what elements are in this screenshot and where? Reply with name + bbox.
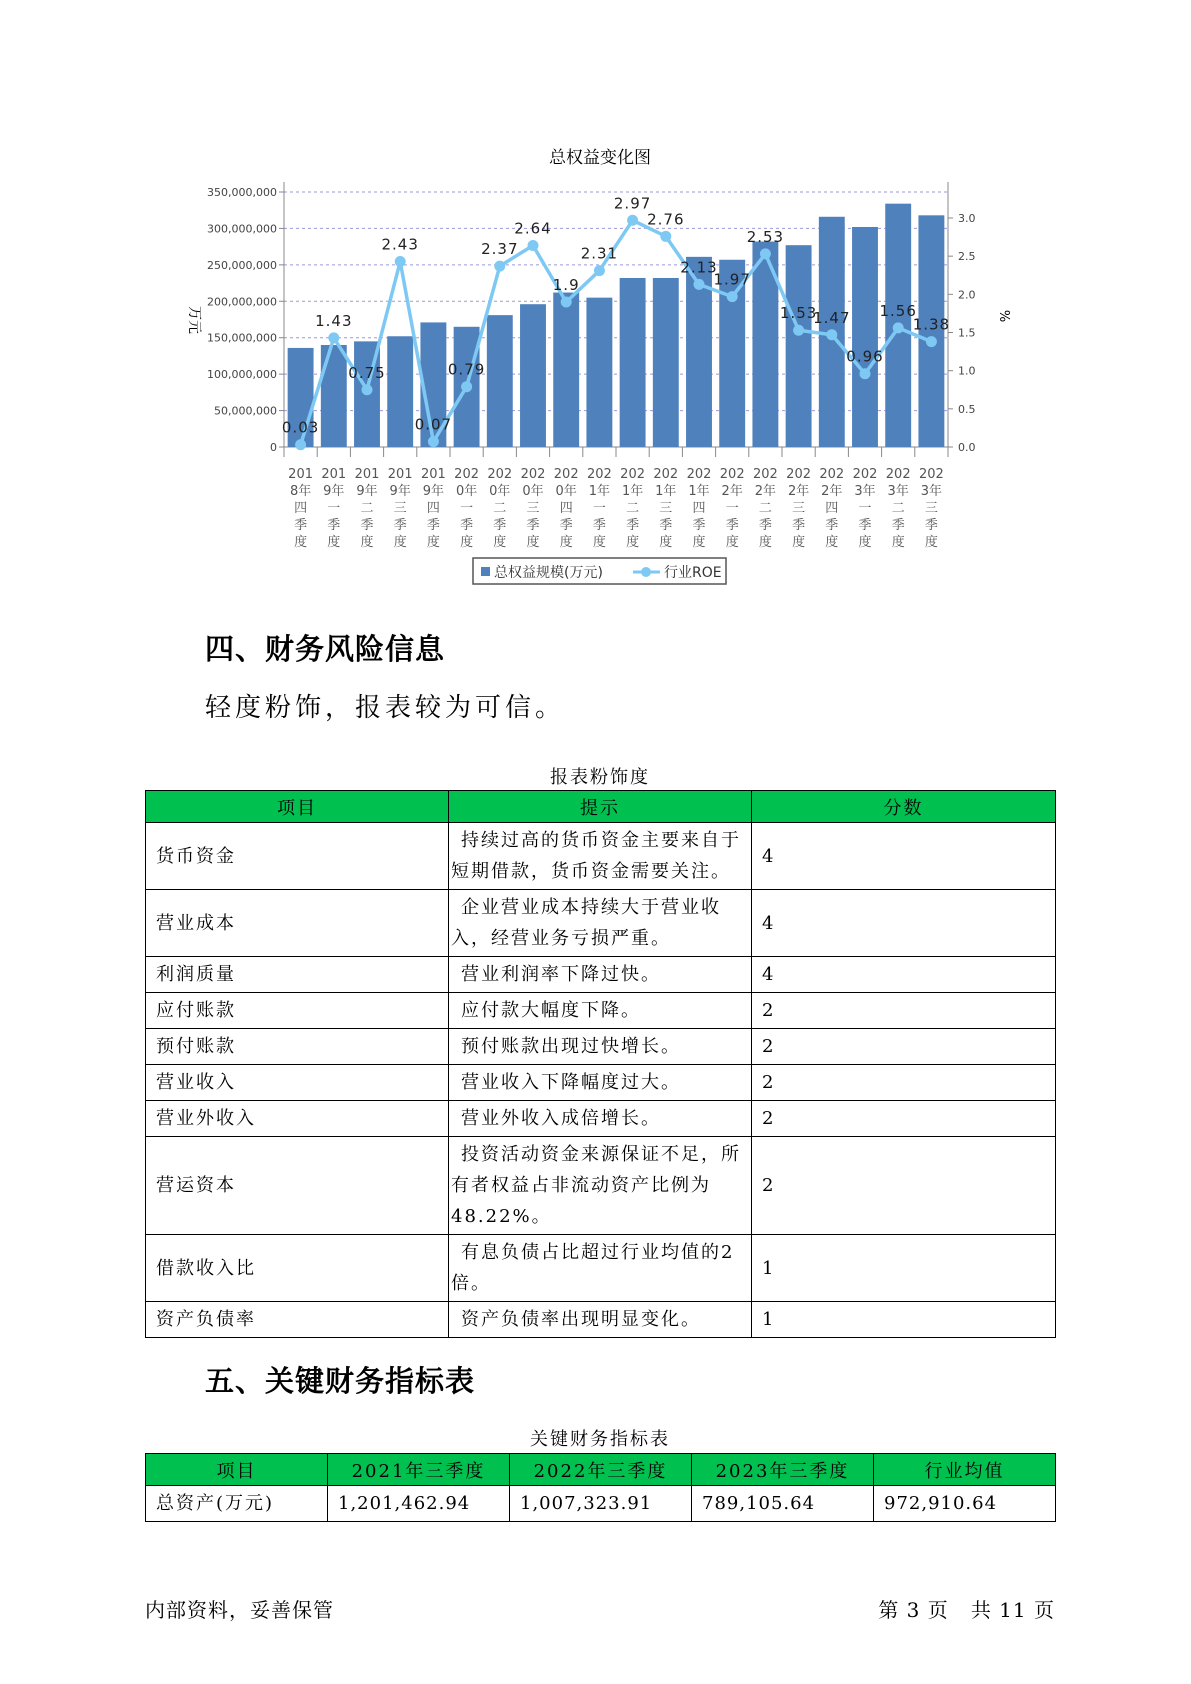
x-tick-label: 四 — [294, 501, 308, 516]
footer-page-number: 第 3 页 共 11 页 — [878, 1598, 1055, 1622]
x-tick-label: 季 — [792, 518, 806, 533]
roe-data-label: 1.53 — [779, 304, 818, 323]
x-tick-label: 201 — [354, 467, 380, 482]
table-row — [146, 1029, 1056, 1065]
table-row — [146, 957, 1056, 993]
cell-item: 营业成本 — [146, 890, 449, 957]
x-tick-label: 季 — [294, 518, 308, 533]
x-tick-label: 2年 — [787, 484, 810, 499]
cell-score: 2 — [752, 1029, 1056, 1065]
x-tick-label: 202 — [586, 467, 612, 482]
cell-item: 借款收入比 — [146, 1235, 449, 1302]
y-left-tick-label: 200,000,000 — [207, 295, 277, 309]
y-left-tick-label: 50,000,000 — [214, 404, 277, 418]
table-header-row — [146, 791, 1056, 823]
x-tick-label: 季 — [460, 518, 474, 533]
table-row — [146, 1101, 1056, 1137]
x-tick-label: 二 — [493, 501, 507, 516]
x-tick-label: 度 — [493, 535, 507, 550]
cell-item: 货币资金 — [146, 823, 449, 890]
bar-2021年一季度 — [586, 298, 612, 447]
x-tick-label: 季 — [626, 518, 640, 533]
key-indicator-table — [145, 1453, 1056, 1522]
cell-tip — [449, 1029, 752, 1065]
x-tick-label: 二 — [758, 501, 772, 516]
roe-point-2020年二季度 — [494, 261, 505, 272]
roe-point-2019年一季度 — [328, 332, 339, 343]
roe-data-label: 2.97 — [613, 194, 652, 213]
x-tick-label: 0年 — [455, 484, 478, 499]
roe-data-label: 2.31 — [580, 244, 619, 263]
roe-point-2020年一季度 — [461, 381, 472, 392]
cell-tip — [449, 957, 752, 993]
bar-2019年三季度 — [387, 336, 413, 447]
roe-data-label: 1.56 — [879, 301, 917, 320]
cell-score: 2 — [752, 1101, 1056, 1137]
roe-point-2022年二季度 — [760, 248, 771, 259]
tip-text: 投资活动资金来源保证不足，所有者权益占非流动资产比例为48.22%。 — [451, 1144, 741, 1227]
roe-data-label: 0.96 — [846, 347, 884, 366]
roe-data-label: 0.07 — [414, 415, 453, 434]
x-tick-label: 3年 — [887, 484, 909, 499]
roe-data-label: 2.76 — [647, 210, 685, 229]
bar-2019年一季度 — [321, 345, 347, 447]
header-industry-avg: 行业均值 — [874, 1454, 1056, 1486]
x-tick-label: 一 — [460, 501, 474, 516]
x-axis-tick-labels — [288, 467, 944, 550]
roe-data-label: 0.79 — [447, 360, 486, 379]
tip-text: 持续过高的货币资金主要来自于短期借款，货币资金需要关注。 — [451, 830, 741, 882]
x-tick-label: 202 — [454, 467, 480, 482]
bar-2021年二季度 — [620, 278, 646, 447]
chart-title: 总权益变化图 — [549, 148, 651, 168]
bar-2022年三季度 — [786, 245, 812, 447]
x-tick-label: 9年 — [323, 484, 345, 499]
cell-2023q3: 789,105.64 — [692, 1486, 874, 1522]
roe-point-2022年三季度 — [793, 325, 804, 336]
section5-heading: 五、关键财务指标表 — [205, 1364, 476, 1398]
x-tick-label: 201 — [288, 467, 314, 482]
x-tick-label: 度 — [592, 535, 606, 550]
roe-point-2023年三季度 — [926, 336, 937, 347]
whitewash-table-body — [146, 823, 1056, 1338]
x-tick-label: 三 — [526, 501, 540, 516]
cell-score: 1 — [752, 1302, 1056, 1338]
x-tick-label: 度 — [858, 535, 872, 550]
x-tick-label: 一 — [327, 501, 341, 516]
roe-data-label: 1.43 — [315, 311, 353, 330]
roe-point-2020年三季度 — [528, 240, 539, 251]
x-tick-label: 一 — [858, 501, 872, 516]
total-equity-chart — [0, 0, 1191, 600]
x-tick-label: 四 — [426, 501, 440, 516]
tip-text: 营业利润率下降过快。 — [461, 964, 661, 985]
y-left-tick-label: 100,000,000 — [207, 368, 277, 382]
cell-score: 2 — [752, 1137, 1056, 1235]
x-tick-label: 季 — [758, 518, 772, 533]
x-tick-label: 202 — [719, 467, 745, 482]
y-right-tick-label: 0.5 — [958, 402, 976, 416]
x-tick-label: 202 — [653, 467, 679, 482]
x-tick-label: 季 — [825, 518, 839, 533]
tip-text: 企业营业成本持续大于营业收入，经营业务亏损严重。 — [451, 897, 721, 949]
x-tick-label: 度 — [460, 535, 474, 550]
cell-tip — [449, 1101, 752, 1137]
legend-bar-label: 总权益规模(万元) — [494, 565, 603, 581]
cell-item: 利润质量 — [146, 957, 449, 993]
cell-tip — [449, 823, 752, 890]
cell-tip — [449, 1137, 752, 1235]
cell-score: 4 — [752, 823, 1056, 890]
bar-2023年一季度 — [852, 227, 878, 447]
x-tick-label: 季 — [659, 518, 673, 533]
roe-point-2019年四季度 — [428, 436, 439, 447]
x-tick-label: 季 — [891, 518, 905, 533]
x-tick-label: 季 — [493, 518, 507, 533]
roe-data-label: 2.37 — [481, 240, 519, 259]
roe-point-2021年二季度 — [627, 215, 638, 226]
x-tick-label: 202 — [520, 467, 546, 482]
table-row — [146, 1486, 1056, 1522]
x-tick-label: 度 — [327, 535, 341, 550]
cell-score: 4 — [752, 957, 1056, 993]
tip-text: 资产负债率出现明显变化。 — [461, 1309, 701, 1330]
roe-point-2023年二季度 — [893, 322, 904, 333]
header-item: 项目 — [146, 1454, 328, 1486]
x-tick-label: 三 — [659, 501, 673, 516]
cell-score: 2 — [752, 993, 1056, 1029]
x-tick-label: 3年 — [920, 484, 943, 499]
x-tick-label: 季 — [526, 518, 540, 533]
x-tick-label: 0年 — [522, 484, 544, 499]
table-header-row — [146, 1454, 1056, 1486]
x-tick-label: 202 — [686, 467, 712, 482]
x-tick-label: 季 — [692, 518, 706, 533]
y-right-tick-label: 1.5 — [958, 326, 976, 340]
roe-data-label: 1.47 — [813, 308, 851, 327]
x-tick-label: 季 — [426, 518, 440, 533]
x-tick-label: 度 — [659, 535, 673, 550]
header-2023q3: 2023年三季度 — [692, 1454, 874, 1486]
roe-point-2018年四季度 — [295, 439, 306, 450]
roe-point-2022年四季度 — [826, 329, 837, 340]
bar-2020年三季度 — [520, 304, 546, 447]
roe-data-label: 2.43 — [381, 235, 419, 254]
x-tick-label: 202 — [620, 467, 646, 482]
x-tick-label: 202 — [786, 467, 812, 482]
table-row — [146, 1235, 1056, 1302]
cell-item: 营业收入 — [146, 1065, 449, 1101]
legend-line-marker — [641, 567, 651, 577]
x-tick-label: 季 — [559, 518, 573, 533]
legend-bar-swatch — [481, 567, 490, 576]
table-row — [146, 890, 1056, 957]
cell-tip — [449, 993, 752, 1029]
x-tick-label: 度 — [526, 535, 540, 550]
y-left-tick-label: 150,000,000 — [207, 331, 277, 345]
y-right-tick-label: 2.0 — [958, 288, 976, 302]
cell-score: 4 — [752, 890, 1056, 957]
table-row — [146, 823, 1056, 890]
roe-point-2021年四季度 — [694, 279, 705, 290]
x-tick-label: 三 — [393, 501, 407, 516]
cell-item: 营业外收入 — [146, 1101, 449, 1137]
x-tick-label: 三 — [792, 501, 806, 516]
header-2022q3: 2022年三季度 — [510, 1454, 692, 1486]
x-tick-label: 1年 — [588, 484, 611, 499]
tip-text: 营业外收入成倍增长。 — [461, 1108, 661, 1129]
x-tick-label: 度 — [360, 535, 374, 550]
cell-item: 总资产(万元) — [146, 1486, 328, 1522]
whitewash-table-caption: 报表粉饰度 — [550, 767, 650, 788]
x-tick-label: 季 — [725, 518, 739, 533]
legend-line-label: 行业ROE — [664, 565, 722, 581]
chart-legend — [473, 558, 726, 584]
roe-point-2019年三季度 — [395, 256, 406, 267]
roe-data-label: 0.75 — [348, 363, 386, 382]
y-left-tick-label: 350,000,000 — [207, 186, 277, 199]
cell-tip — [449, 1302, 752, 1338]
roe-data-label: 0.03 — [281, 418, 320, 437]
x-tick-label: 度 — [725, 535, 739, 550]
x-tick-label: 度 — [559, 535, 573, 550]
x-tick-label: 度 — [692, 535, 706, 550]
table-row — [146, 1065, 1056, 1101]
x-tick-label: 季 — [327, 518, 341, 533]
x-tick-label: 202 — [487, 467, 513, 482]
cell-tip — [449, 1235, 752, 1302]
x-tick-label: 季 — [592, 518, 606, 533]
x-tick-label: 2年 — [821, 484, 843, 499]
x-tick-label: 度 — [792, 535, 806, 550]
x-tick-label: 201 — [321, 467, 347, 482]
cell-score: 1 — [752, 1235, 1056, 1302]
x-tick-label: 9年 — [389, 484, 411, 499]
x-tick-label: 四 — [559, 501, 573, 516]
y-left-tick-label: 250,000,000 — [207, 258, 277, 272]
x-tick-label: 度 — [924, 535, 938, 550]
header-score: 分数 — [752, 791, 1056, 823]
cell-item: 应付账款 — [146, 993, 449, 1029]
footer-confidential-note: 内部资料，妥善保管 — [145, 1598, 334, 1622]
cell-item: 资产负债率 — [146, 1302, 449, 1338]
x-tick-label: 度 — [825, 535, 839, 550]
bar-2020年四季度 — [553, 293, 579, 447]
x-tick-label: 季 — [393, 518, 407, 533]
y-right-tick-label: 0.0 — [958, 441, 976, 454]
roe-point-2021年一季度 — [594, 265, 605, 276]
x-tick-label: 二 — [891, 501, 905, 516]
x-tick-label: 3年 — [854, 484, 876, 499]
x-tick-label: 2年 — [721, 484, 743, 499]
header-2021q3: 2021年三季度 — [328, 1454, 510, 1486]
x-tick-label: 9年 — [356, 484, 378, 499]
table-row — [146, 1137, 1056, 1235]
y-right-tick-label: 1.0 — [958, 364, 976, 378]
roe-data-label: 1.9 — [552, 275, 580, 294]
cell-2022q3: 1,007,323.91 — [510, 1486, 692, 1522]
roe-point-2021年三季度 — [660, 231, 671, 242]
roe-point-2019年二季度 — [362, 384, 373, 395]
bar-2020年二季度 — [487, 315, 513, 447]
cell-item: 预付账款 — [146, 1029, 449, 1065]
tip-text: 营业收入下降幅度过大。 — [461, 1072, 681, 1093]
x-tick-label: 度 — [758, 535, 772, 550]
x-tick-label: 1年 — [655, 484, 677, 499]
header-item: 项目 — [146, 791, 449, 823]
x-tick-label: 201 — [420, 467, 446, 482]
cell-tip — [449, 1065, 752, 1101]
y-right-tick-label: 2.5 — [958, 250, 976, 264]
x-tick-label: 0年 — [489, 484, 511, 499]
x-tick-label: 度 — [294, 535, 308, 550]
x-tick-label: 度 — [626, 535, 640, 550]
x-tick-label: 202 — [752, 467, 778, 482]
tip-text: 有息负债占比超过行业均值的2倍。 — [451, 1242, 735, 1294]
roe-data-label: 2.53 — [746, 227, 785, 246]
table-row — [146, 993, 1056, 1029]
x-tick-label: 2年 — [754, 484, 777, 499]
x-tick-label: 202 — [885, 467, 911, 482]
cell-score: 2 — [752, 1065, 1056, 1101]
section4-heading: 四、财务风险信息 — [205, 632, 446, 666]
x-tick-label: 202 — [819, 467, 845, 482]
roe-point-2023年一季度 — [860, 368, 871, 379]
x-tick-label: 季 — [858, 518, 872, 533]
x-tick-label: 202 — [852, 467, 878, 482]
roe-data-label: 1.38 — [912, 315, 951, 334]
bar-2021年三季度 — [653, 278, 679, 447]
whitewash-table — [145, 790, 1056, 1338]
cell-tip — [449, 890, 752, 957]
roe-data-label: 2.13 — [680, 258, 718, 277]
cell-industry-avg: 972,910.64 — [874, 1486, 1056, 1522]
roe-data-label: 1.97 — [713, 270, 751, 289]
x-tick-label: 202 — [553, 467, 579, 482]
table-row — [146, 1302, 1056, 1338]
tip-text: 预付账款出现过快增长。 — [461, 1036, 681, 1057]
y-axis-right-label: % — [996, 309, 1011, 323]
y-axis-left-label: 万元 — [186, 306, 202, 334]
roe-point-2022年一季度 — [727, 291, 738, 302]
x-tick-label: 9年 — [422, 484, 445, 499]
header-tip: 提示 — [449, 791, 752, 823]
x-tick-label: 1年 — [688, 484, 710, 499]
x-tick-label: 201 — [387, 467, 413, 482]
x-tick-label: 四 — [825, 501, 839, 516]
x-tick-label: 202 — [918, 467, 944, 482]
roe-point-2020年四季度 — [561, 296, 572, 307]
x-tick-label: 度 — [393, 535, 407, 550]
x-tick-label: 二 — [626, 501, 640, 516]
x-tick-label: 二 — [360, 501, 374, 516]
x-tick-label: 度 — [891, 535, 905, 550]
x-tick-label: 1年 — [621, 484, 644, 499]
x-tick-label: 四 — [692, 501, 706, 516]
x-tick-label: 季 — [924, 518, 938, 533]
cell-2021q3: 1,201,462.94 — [328, 1486, 510, 1522]
y-left-tick-label: 300,000,000 — [207, 222, 277, 236]
roe-data-labels — [282, 194, 950, 436]
x-tick-label: 季 — [360, 518, 374, 533]
x-tick-label: 三 — [924, 501, 938, 516]
y-left-tick-label: 0 — [270, 441, 277, 454]
x-tick-label: 度 — [426, 535, 440, 550]
x-tick-label: 一 — [592, 501, 606, 516]
x-tick-label: 0年 — [555, 484, 577, 499]
roe-data-label: 2.64 — [514, 219, 552, 238]
x-tick-label: 8年 — [289, 484, 312, 499]
risk-summary-text: 轻度粉饰，报表较为可信。 — [205, 693, 566, 723]
cell-item: 营运资本 — [146, 1137, 449, 1235]
tip-text: 应付款大幅度下降。 — [461, 1000, 641, 1021]
key-indicator-table-caption: 关键财务指标表 — [530, 1429, 670, 1450]
x-tick-label: 一 — [725, 501, 739, 516]
y-right-tick-label: 3.0 — [958, 212, 976, 225]
